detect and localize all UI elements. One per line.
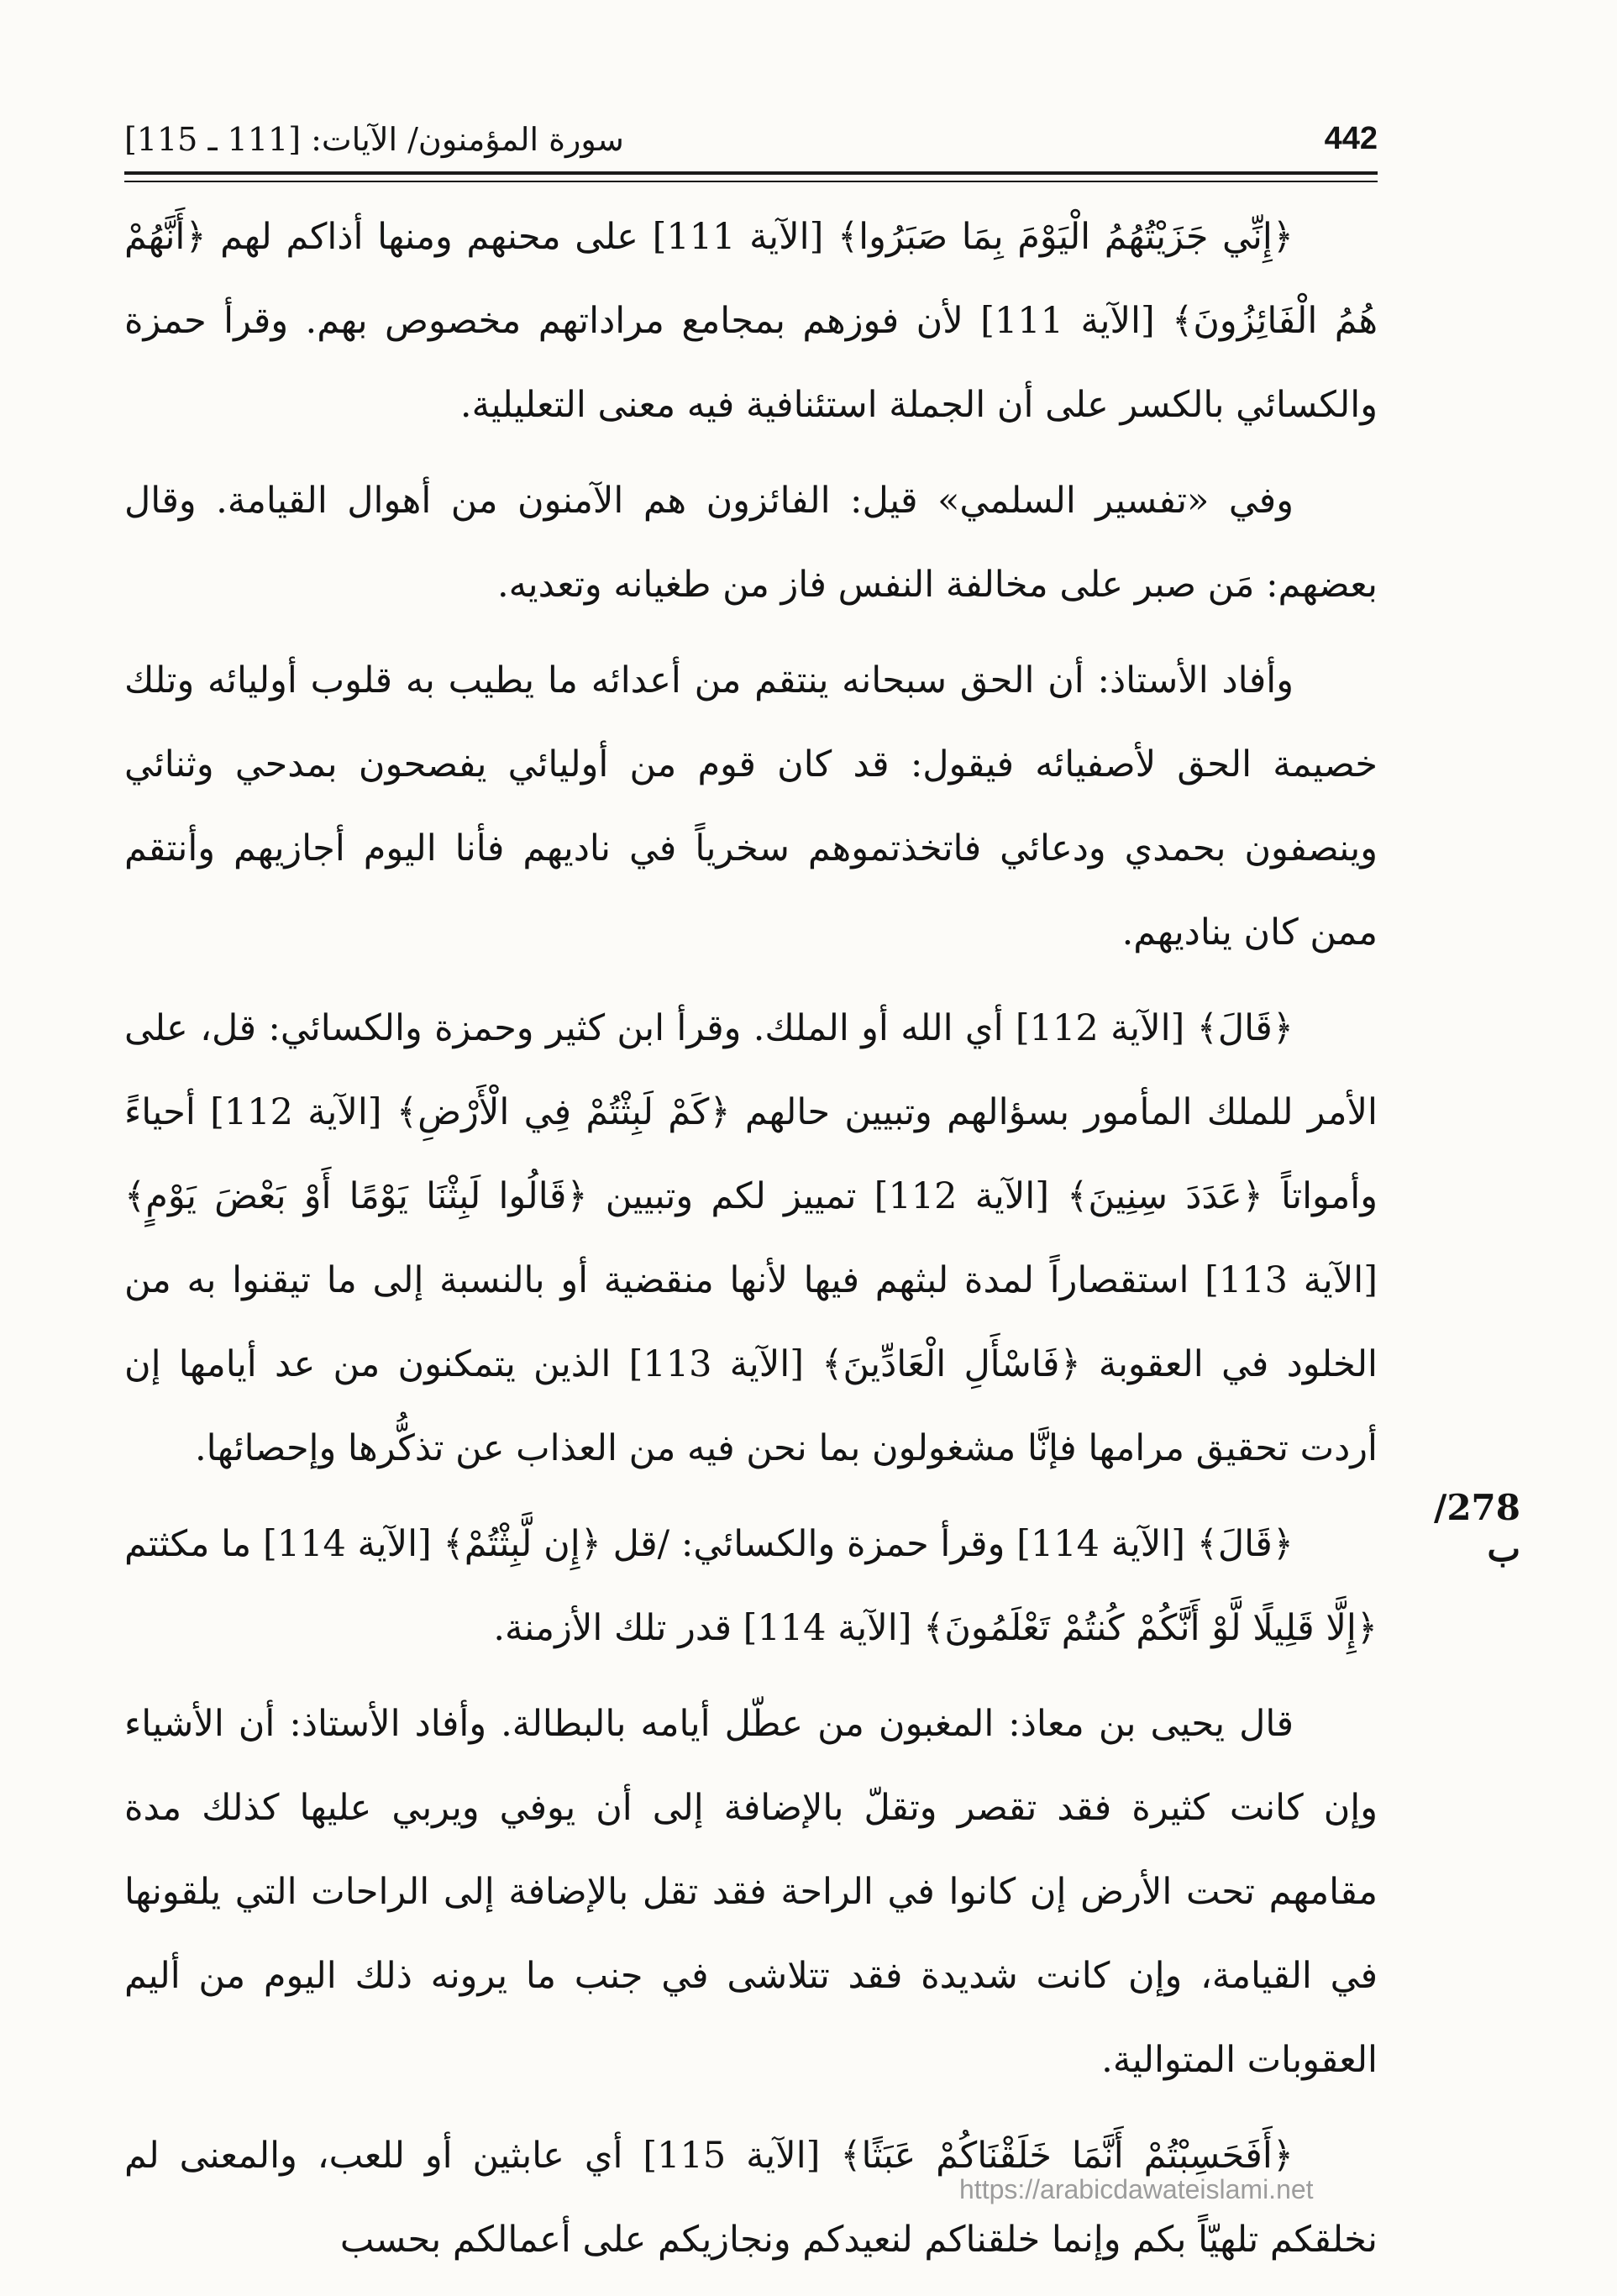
paragraph: ﴿إِنِّي جَزَيْتُهُمُ الْيَوْمَ بِمَا صَبَرُوا﴾ [الآية 111] على محنهم ومنها أذاكم لهم ﴿أَنَّهُمْ هُمُ الْفَائِزُونَ﴾ [الآية 111] لأن فوزهم بمجامع مراداتهم مخصوص بهم. وقرأ حمزة والكسائي بالكسر على أن الجملة استئنافية فيه معنى التعليلية. xyxy=(124,216,1378,426)
paragraph: وأفاد الأستاذ: أن الحق سبحانه ينتقم من أعدائه ما يطيب به قلوب أوليائه وتلك خصيمة الحق لأصفيائه فيقول: قد كان قوم من أوليائي يفصحون بمدحي وثنائي وينصفون بحمدي ودعائي فاتخذتموهم سخرياً في ناديهم فأنا اليوم أجازيهم وأنتقم ممن كان يناديهم. xyxy=(124,659,1378,954)
running-title: سورة المؤمنون/ الآيات: [111 ـ 115] xyxy=(124,121,624,158)
page-header xyxy=(124,118,1378,168)
paragraph: ﴿أَفَحَسِبْتُمْ أَنَّمَا خَلَقْنَاكُمْ عَبَثًا﴾ [الآية 115] أي عابثين أو للعب، والمعنى لم نخلقكم تلهيّاً بكم وإنما خلقناكم لنعيدكم ونجازيكم على أعمالكم بحسب xyxy=(124,2135,1378,2261)
paragraph: ﴿قَالَ﴾ [الآية 112] أي الله أو الملك. وقرأ ابن كثير وحمزة والكسائي: قل، على الأمر للملك المأمور بسؤالهم وتبيين حالهم ﴿كَمْ لَبِثْتُمْ فِي الْأَرْضِ﴾ [الآية 112] أحياءً وأمواتاً ﴿عَدَدَ سِنِينَ﴾ [الآية 112] تمييز لكم وتبيين ﴿قَالُوا لَبِثْنَا يَوْمًا أَوْ بَعْضَ يَوْمٍ﴾ [الآية 113] استقصاراً لمدة لبثهم فيها لأنها منقضية أو بالنسبة إلى ما تيقنوا به من الخلود في العقوبة ﴿فَاسْأَلِ الْعَادِّينَ﴾ [الآية 113] الذين يتمكنون من عد أيامها إن أردت تحقيق مرامها فإنَّا مشغولون بما نحن فيه من العذاب عن تذكُّرها وإحصائها. xyxy=(124,1007,1378,1469)
header-rule-thick xyxy=(124,171,1378,175)
page-number: 442 xyxy=(1324,121,1378,156)
watermark-url: https://arabicdawateislami.net xyxy=(959,2174,1314,2204)
paragraph: قال يحيى بن معاذ: المغبون من عطّل أيامه بالبطالة. وأفاد الأستاذ: أن الأشياء وإن كانت كثيرة فقد تقصر وتقلّ بالإضافة إلى أن يوفي ويربي عليها كذلك مدة مقامهم تحت الأرض إن كانوا في الراحة فقد تقل بالإضافة إلى الراحات التي يلقونها في القيامة، وإن كانت شديدة فقد تتلاشى في جنب ما يرونه ذلك اليوم من أليم العقوبات المتوالية. xyxy=(124,1703,1378,2081)
paragraph: وفي «تفسير السلمي» قيل: الفائزون هم الآمنون من أهوال القيامة. وقال بعضهم: مَن صبر على مخالفة النفس فاز من طغيانه وتعديه. xyxy=(124,480,1378,606)
header-rule-thin xyxy=(124,181,1378,182)
manuscript-folio-note: 278/ ب xyxy=(1433,1487,1520,1569)
page-body xyxy=(124,195,1378,2293)
paragraph: ﴿قَالَ﴾ [الآية 114] وقرأ حمزة والكسائي: /قل ﴿إِن لَّبِثْتُمْ﴾ [الآية 114] ما مكثتم ﴿إِلَّا قَلِيلًا لَّوْ أَنَّكُمْ كُنتُمْ تَعْلَمُونَ﴾ [الآية 114] قدر تلك الأزمنة. xyxy=(124,1523,1378,1649)
